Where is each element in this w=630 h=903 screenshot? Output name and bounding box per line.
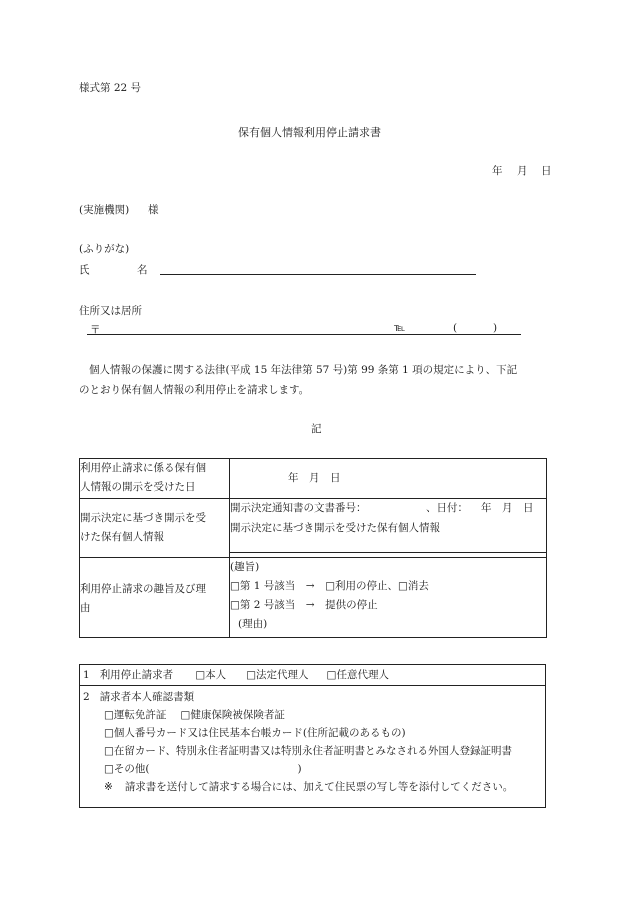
postal-mark: 〒: [90, 324, 101, 336]
table-row-purpose: [80, 558, 547, 638]
tel-paren-close: ): [493, 322, 498, 334]
agency-label: (実施機関): [79, 204, 130, 216]
body-line-2: のとおり保有個人情報の利用停止を請求します。: [79, 384, 310, 396]
date-month-label: 月: [517, 165, 528, 177]
option-legal-agent-checkbox[interactable]: □法定代理人: [246, 669, 309, 681]
tel-icon: ℡: [394, 322, 406, 334]
residence-card-checkbox[interactable]: □在留カード、特別永住者証明書又は特別永住者証明書とみなされる外国人登録証明書: [104, 745, 512, 757]
body-line-1: 個人情報の保護に関する法律(平成 15 年法律第 57 号)第 99 条第 1 項の規定により、下記: [89, 364, 518, 376]
ki-heading: 記: [311, 423, 322, 435]
address-field[interactable]: [87, 334, 521, 335]
furigana-label: (ふりがな): [79, 243, 130, 255]
option-self-checkbox[interactable]: □本人: [195, 669, 227, 681]
form-number: 様式第 22 号: [79, 82, 142, 94]
table-row-disclosure-date: [80, 459, 547, 499]
id-docs-line-1: [83, 706, 545, 724]
honorific: 様: [148, 204, 159, 216]
row-divider: [230, 552, 546, 553]
disclosed-info-cell[interactable]: 開示決定通知書の文書番号： 、日付： 年 月 日 開示決定に基づき開示を受けた保有個人情報: [230, 499, 547, 558]
other-doc-checkbox[interactable]: □その他( ): [104, 763, 302, 775]
request-table: [79, 458, 547, 638]
requester-box: [79, 664, 546, 808]
table-label: 利用停止請求の趣旨及び理 由: [80, 558, 230, 638]
disclosure-date-cell[interactable]: 年 月 日: [230, 459, 547, 499]
purpose-cell[interactable]: (趣旨) □第 1 号該当 → □利用の停止、□消去 □第 2 号該当 → 提供の停止 (理由): [230, 558, 547, 638]
table-label: 利用停止請求に係る保有個 人情報の開示を受けた日: [80, 459, 230, 499]
requester-type-row: 1 利用停止請求者 □本人 □法定代理人 □任意代理人: [80, 665, 545, 686]
page-title: 保有個人情報利用停止請求書: [238, 126, 381, 139]
option-voluntary-agent-checkbox[interactable]: □任意代理人: [326, 669, 389, 681]
tel-paren-open: (: [453, 322, 458, 334]
table-row-disclosed-info: [80, 499, 547, 558]
note-text: ※ 請求書を送付して請求する場合には、加えて住民票の写し等を添付してください。: [104, 781, 514, 793]
table-label: 開示決定に基づき開示を受 けた保有個人情報: [80, 499, 230, 558]
name-label-1: 氏: [79, 264, 90, 276]
id-documents-section: [80, 686, 545, 796]
address-label: 住所又は居所: [79, 305, 142, 317]
health-insurance-checkbox[interactable]: □健康保険被保険者証: [180, 709, 285, 721]
name-label-2: 名: [137, 264, 148, 276]
drivers-license-checkbox[interactable]: □運転免許証: [104, 709, 167, 721]
my-number-card-checkbox[interactable]: □個人番号カード又は住民基本台帳カード(住所記載のあるもの): [104, 727, 406, 739]
date-day-label: 日: [541, 165, 552, 177]
date-year-label: 年: [492, 165, 503, 177]
id-documents-heading: 2 請求者本人確認書類: [83, 691, 195, 703]
name-field[interactable]: [160, 274, 476, 275]
